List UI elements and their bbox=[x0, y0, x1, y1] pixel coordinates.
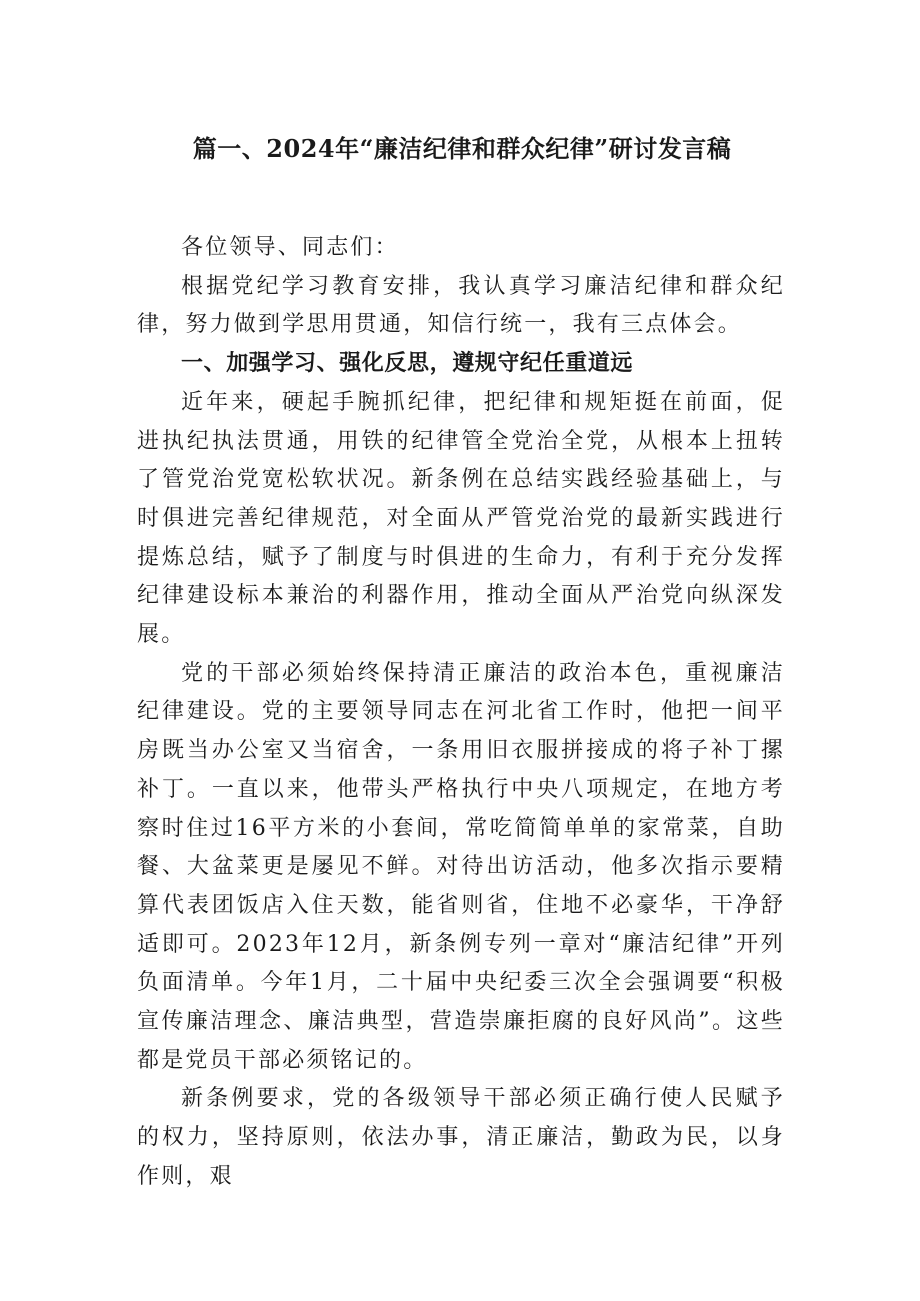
section-heading-1: 一、加强学习、强化反思，遵规守纪任重道远 bbox=[181, 351, 634, 377]
paragraph-3: 新条例要求，党的各级领导干部必须正确行使人民赋予的权力，坚持原则，依法办事，清正廉洁，勤政为民，以身作则，艰 bbox=[137, 1086, 785, 1189]
paragraph-2: 党的干部必须始终保持清正廉洁的政治本色，重视廉洁纪律建设。党的主要领导同志在河北省工作时，他把一间平房既当办公室又当宿舍，一条用旧衣服拼接成的将子补丁摞补丁。一直以来，他带头严格执行中央八项规定，在地方考察时住过16平方米的小套间，常吃简简单单的家常菜，自助餐、大盆菜更是屡见不鲜。对待出访活动，他多次指示要精算代表团饭店入住天数，能省则省，住地不必豪华，干净舒适即可。2023年12月，新条例专列一章对“廉洁纪律”开列负面清单。今年1月，二十届中央纪委三次全会强调要“积极宣传廉洁理念、廉洁典型，营造崇廉拒腐的良好风尚”。这些都是党员干部必须铭记的。 bbox=[137, 660, 785, 1073]
document-title: 篇一、2024年“廉洁纪律和群众纪律”研讨发言稿 bbox=[192, 134, 732, 163]
salutation: 各位领导、同志们： bbox=[181, 235, 399, 260]
paragraph-1: 近年来，硬起手腕抓纪律，把纪律和规矩挺在前面，促进执纪执法贯通，用铁的纪律管全党治全党，从根本上扭转了管党治党宽松软状况。新条例在总结实践经验基础上，与时俱进完善纪律规范，对全面从严管党治党的最新实践进行提炼总结，赋予了制度与时俱进的生命力，有利于充分发挥纪律建设标本兼治的利器作用，推动全面从严治党向纵深发展。 bbox=[137, 389, 785, 648]
paragraph-intro: 根据党纪学习教育安排，我认真学习廉洁纪律和群众纪律，努力做到学思用贯通，知信行统一，我有三点体会。 bbox=[137, 273, 785, 338]
document-body bbox=[137, 229, 785, 1197]
